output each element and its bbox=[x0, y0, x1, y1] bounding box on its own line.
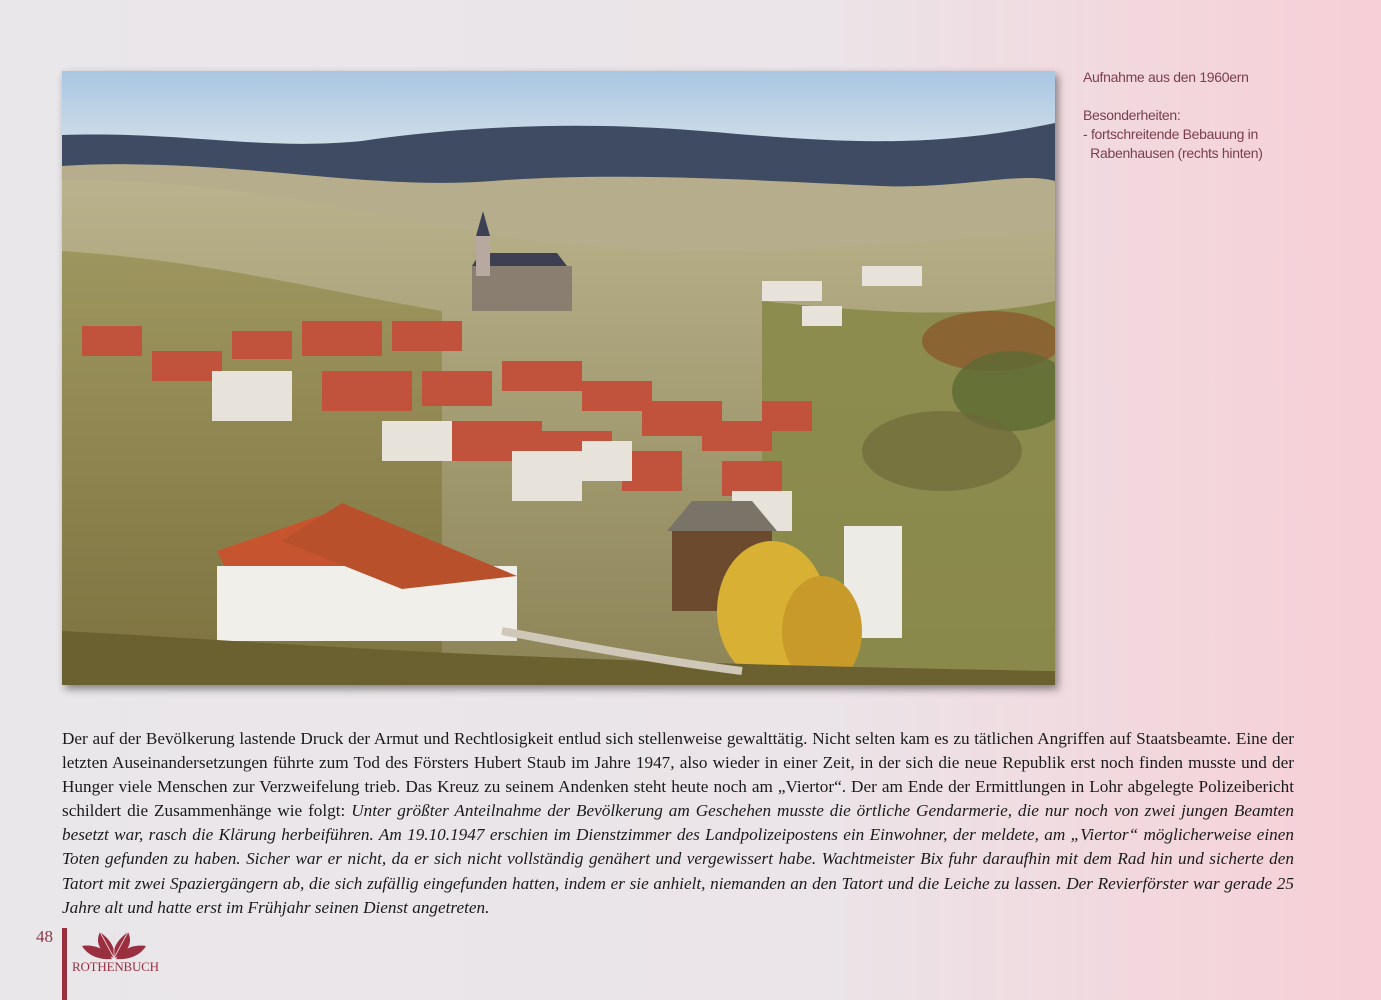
village-landscape-image bbox=[62, 71, 1055, 685]
body-paragraph bbox=[62, 727, 1294, 920]
footer-accent-bar bbox=[62, 928, 67, 1000]
caption-spacer bbox=[1083, 87, 1343, 106]
body-normal-text: Der auf der Bevölkerung lastende Druck der Armut und Rechtlosigkeit entlud sich stellenweise gewalttätig. Nicht selten kam es zu tätlichen Angriffen auf Staatsbeamte. Eine der letzten Auseinandersetzungen führte zum Tod des Försters Hubert Staub im Jahre 1947, also wieder in einer Zeit, in der sich die neue Republik erst noch finden musste und der Hunger viele Menschen zur Verzweifelung trieb. Das Kreuz zu seinem Andenken steht heute noch am „Viertor“. Der am Ende der Ermittlungen in Lohr abgelegte Polizeibericht schildert die Zusammenhänge wie folgt: bbox=[62, 729, 1294, 821]
village-photo bbox=[62, 71, 1055, 685]
caption-item-line1: - fortschreitende Bebauung in bbox=[1083, 126, 1258, 142]
logo-text: ROTHENBUCH bbox=[72, 959, 159, 974]
caption-heading: Besonderheiten: bbox=[1083, 107, 1181, 123]
caption-item-line2: Rabenhausen (rechts hinten) bbox=[1083, 145, 1263, 161]
body-quote-text: Unter größter Anteilnahme der Bevölkerung am Geschehen musste die örtliche Gendarmerie, die nur noch von zwei jungen Beamten besetzt war, rasch die Klärung herbeiführen. Am 19.10.1947 erschien im Dienstzimmer des Landpolizeipostens ein Einwohner, der meldete, am „Viertor“ möglicherweise einen Toten gefunden zu haben. Sicher war er nicht, da er sich nicht vollständig genähert und vergewissert habe. Wachtmeister Bix fuhr daraufhin mit dem Rad hin und sicherte den Tatort mit zwei Spaziergängern ab, die sich zufällig eingefunden hatten, indem er sie anhielt, niemanden an den Tatort und die Leiche zu lassen. Der Revierförster war gerade 25 Jahre alt und hatte erst im Frühjahr seinen Dienst angetreten. bbox=[62, 801, 1294, 917]
page-number: 48 bbox=[36, 927, 53, 946]
photo-caption bbox=[1083, 68, 1343, 163]
caption-date: Aufnahme aus den 1960ern bbox=[1083, 69, 1249, 85]
